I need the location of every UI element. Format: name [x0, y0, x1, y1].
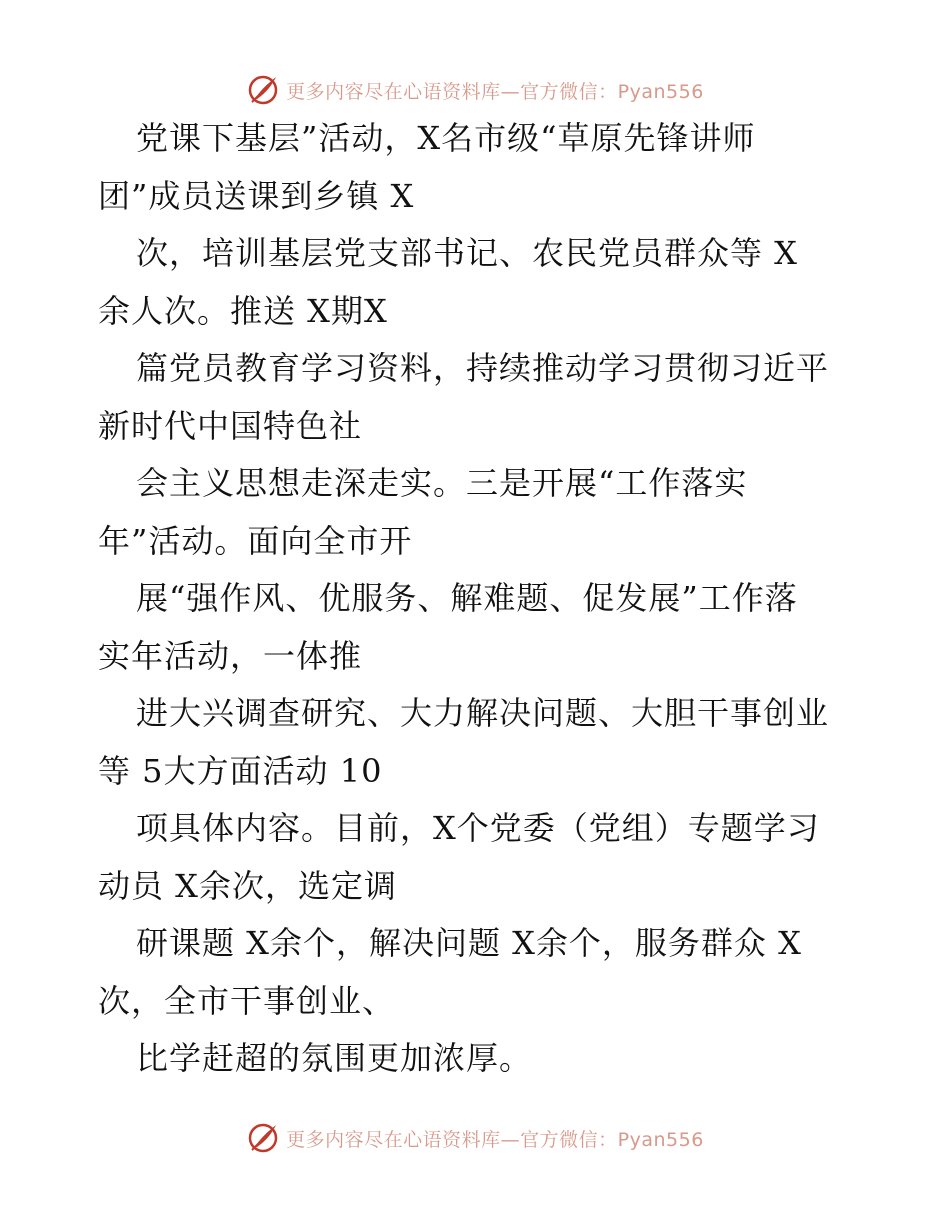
body-text-line: 党课下基层”活动，X名市级“草原先锋讲师 [136, 119, 756, 157]
body-text-line: 团”成员送课到乡镇 X [98, 176, 415, 215]
body-text-line: 余人次。推送 X期X [98, 291, 388, 330]
body-text-line: 篇党员教育学习资料，持续推动学习贯彻习近平 [136, 349, 830, 387]
body-text-line: 展“强作风、优服务、解难题、促发展”工作落 [136, 579, 798, 617]
header-watermark [0, 70, 950, 110]
body-text-line: 年”活动。面向全市开 [98, 521, 413, 560]
body-text-line: 新时代中国特色社 [98, 406, 363, 445]
body-text-line: 比学赶超的氛围更加浓厚。 [136, 1039, 533, 1077]
body-text-line: 次，培训基层党支部书记、农民党员群众等 X [136, 234, 798, 272]
body-text-line: 进大兴调查研究、大力解决问题、大胆干事创业 [136, 694, 830, 732]
body-text-line: 次，全市干事创业、 [98, 981, 396, 1020]
body-text-line: 动员 X余次，选定调 [98, 866, 397, 905]
watermark-text: 更多内容尽在心语资料库—官方微信：Pyan556 [286, 80, 704, 103]
footer-watermark [0, 1118, 950, 1158]
body-text-line: 会主义思想走深走实。三是开展“工作落实 [136, 464, 748, 502]
body-text-line: 项具体内容。目前，X个党委（党组）专题学习 [136, 809, 820, 847]
body-text-line: 实年活动，一体推 [98, 636, 363, 675]
feather-pen-logo-icon [246, 73, 280, 107]
body-text-line: 研课题 X余个，解决问题 X余个，服务群众 X [136, 924, 802, 962]
watermark-text: 更多内容尽在心语资料库—官方微信：Pyan556 [286, 1128, 704, 1151]
feather-pen-logo-icon [246, 1121, 280, 1155]
body-text-line: 等 5大方面活动 10 [98, 751, 383, 790]
